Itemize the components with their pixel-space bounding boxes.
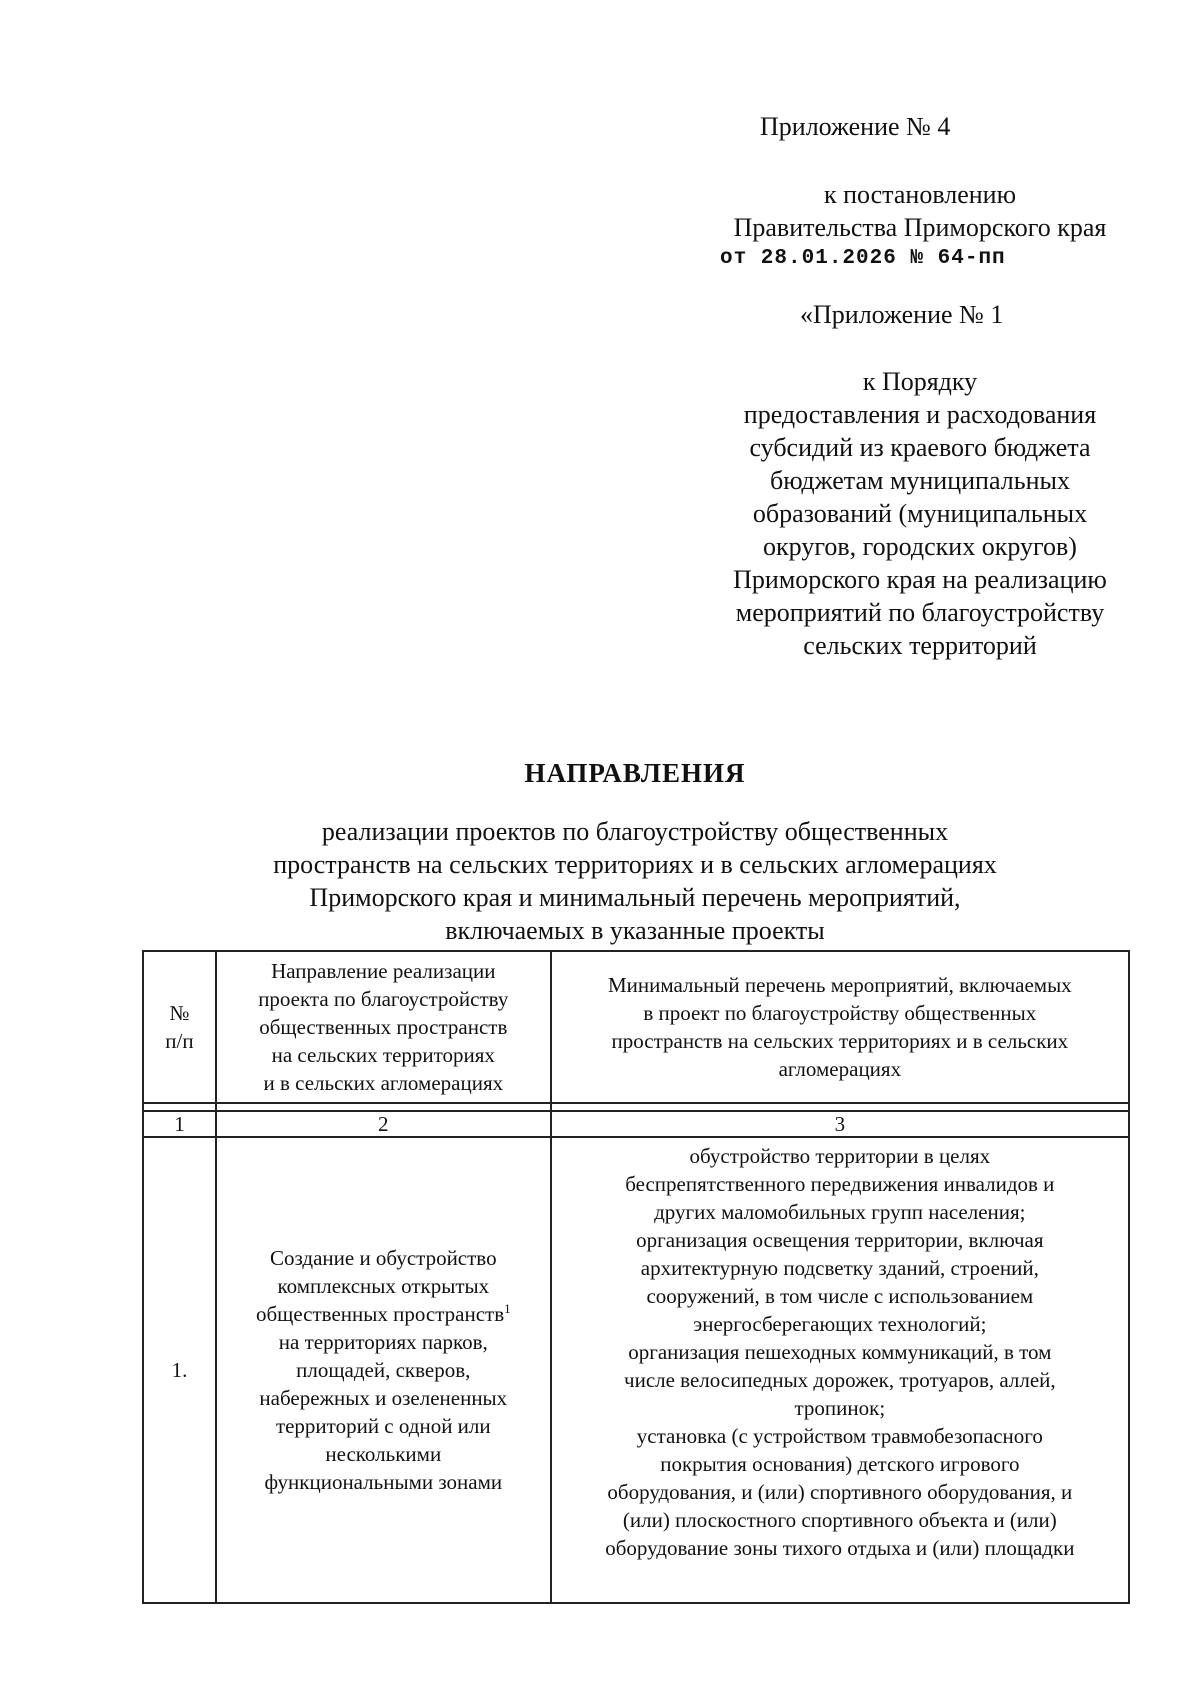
measure-line: других маломобильных групп населения; [654,1200,1026,1224]
header-measures-cell [551,951,1129,1103]
header-measures-line: пространств на сельских территориях и в сельских [611,1029,1069,1053]
measure-line: покрытия основания) детского игрового [660,1452,1020,1476]
header-direction-line: на сельских территориях [271,1043,495,1067]
gap-cell [143,1103,216,1111]
direction-line: набережных и озелененных [259,1386,508,1410]
direction-line: Создание и обустройство [269,1246,497,1270]
measure-line: (или) плоскостного спортивного объекта и (или) [622,1508,1057,1532]
gap-cell [216,1103,551,1111]
measure-line: энергосберегающих технологий; [693,1312,987,1336]
order-reference [700,365,1140,662]
header-number-line: п/п [165,1029,194,1053]
header-direction-line: Направление реализации [271,959,496,983]
header-measures-line: в проект по благоустройству общественных [643,1001,1037,1025]
order-line: мероприятий по благоустройству [735,598,1105,627]
order-line: Приморского края на реализацию [733,565,1107,594]
subtitle-line: реализации проектов по благоустройству общественных [321,817,949,846]
resolution-line: Правительства Приморского края [733,213,1107,242]
column-number-cell: 1 [143,1111,216,1137]
order-line: округов, городских округов) [763,532,1077,561]
inner-appendix-label-text: «Приложение № 1 [800,300,1004,329]
column-number-row [143,1111,1129,1137]
measure-line: обустройство территории в целях [689,1144,991,1168]
document-title: НАПРАВЛЕНИЯ [524,758,746,788]
resolution-reference [700,178,1140,274]
header-direction-line: проекта по благоустройству [258,987,509,1011]
subtitle-line: пространств на сельских территориях и в сельских агломерациях [273,850,997,879]
order-line: предоставления и расходования [743,400,1097,429]
order-line: к Порядку [862,367,978,396]
measure-line: тропинок; [794,1396,886,1420]
footnote-mark: 1 [504,1301,511,1316]
header-measures-line: агломерациях [778,1057,902,1081]
direction-line: на территориях парков, [278,1330,488,1354]
measure-line: числе велосипедных дорожек, тротуаров, аллей, [624,1368,1056,1392]
measure-line: оборудования, и (или) спортивного оборудования, и [607,1480,1073,1504]
row-measures-cell [551,1137,1129,1603]
header-direction-cell [216,951,551,1103]
header-measures-line: Минимальный перечень мероприятий, включаемых [607,973,1072,997]
measure-line: оборудование зоны тихого отдыха и (или) площадки [605,1536,1075,1560]
document-subtitle [140,815,1130,947]
direction-line: несколькими [325,1442,442,1466]
header-direction-line: общественных пространств [259,1015,508,1039]
order-line: субсидий из краевого бюджета [749,433,1091,462]
direction-line-with-footnote [221,1300,546,1328]
appendix-label-text: Приложение № 4 [760,112,951,141]
subtitle-line: включаемых в указанные проекты [445,916,825,945]
measure-line: сооружений, в том числе с использованием [646,1284,1034,1308]
direction-line: функциональными зонами [264,1470,503,1494]
resolution-line: к постановлению [823,180,1017,209]
measure-line: организация освещения территории, включая [636,1228,1044,1252]
measure-line: архитектурную подсветку зданий, строений, [640,1256,1039,1280]
header-number-cell [143,951,216,1103]
direction-line: площадей, скверов, [296,1358,471,1382]
inner-appendix-label [800,298,1060,331]
direction-line: территорий с одной или [275,1414,491,1438]
row-number-cell: 1. [143,1137,216,1603]
subtitle-line: Приморского края и минимальный перечень мероприятий, [309,883,961,912]
table-row [143,1137,1129,1603]
column-number-cell: 3 [551,1111,1129,1137]
gap-cell [551,1103,1129,1111]
table-header-row [143,951,1129,1103]
order-line: образований (муниципальных [752,499,1088,528]
measure-line: установка (с устройством травмобезопасного [636,1424,1043,1448]
measures-table [142,950,1130,1604]
header-number-line: № [169,1001,190,1025]
resolution-date-stamp: от 28.01.2026 № 64-пп [720,247,1006,270]
order-line: бюджетам муниципальных [770,466,1070,495]
appendix-label [760,110,1100,143]
order-line: сельских территорий [803,631,1037,660]
column-number-cell: 2 [216,1111,551,1137]
measure-line: беспрепятственного передвижения инвалидов и [625,1172,1055,1196]
header-direction-line: и в сельских агломерациях [263,1071,504,1095]
direction-line: общественных пространств [255,1302,505,1326]
direction-line: комплексных открытых [277,1274,490,1298]
row-direction-cell [216,1137,551,1603]
table-gap-row [143,1103,1129,1111]
measure-line: организация пешеходных коммуникаций, в том [628,1340,1052,1364]
